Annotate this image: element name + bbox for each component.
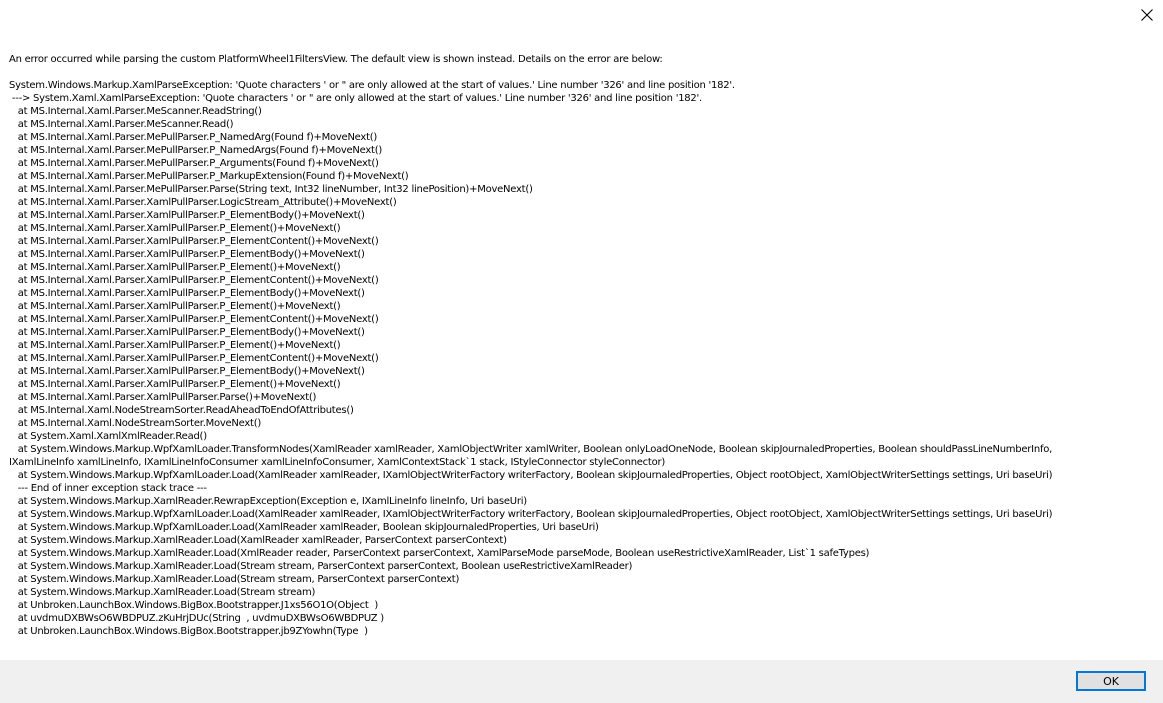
stack-trace-line: at MS.Internal.Xaml.Parser.MePullParser.P_NamedArgs(Found f)+MoveNext() xyxy=(9,145,382,156)
stack-trace-line: at MS.Internal.Xaml.Parser.XamlPullParser.P_Element()+MoveNext() xyxy=(9,223,341,234)
stack-trace-line: at System.Windows.Markup.WpfXamlLoader.Load(XamlReader xamlReader, Boolean skipJournaledProperties, Uri baseUri) xyxy=(9,522,599,533)
stack-trace-line: System.Windows.Markup.XamlParseException: 'Quote characters ' or " are only allowed at the start of values.' Line number '326' and line position '182'. xyxy=(9,80,735,91)
stack-trace-line: at System.Windows.Markup.XamlReader.Load(XmlReader reader, ParserContext parserContext, XamlParseMode parseMode, Boolean useRestrictiveXamlReader, List`1 safeTypes) xyxy=(9,548,870,559)
stack-trace-line: at Unbroken.LaunchBox.Windows.BigBox.Bootstrapper.J1xs56O1O(Object ) xyxy=(9,600,379,611)
stack-trace-line: at MS.Internal.Xaml.NodeStreamSorter.MoveNext() xyxy=(9,418,262,429)
stack-trace-line: at MS.Internal.Xaml.Parser.XamlPullParser.P_ElementBody()+MoveNext() xyxy=(9,288,365,299)
stack-trace-line: at MS.Internal.Xaml.Parser.XamlPullParser.P_Element()+MoveNext() xyxy=(9,340,341,351)
stack-trace-line: at MS.Internal.Xaml.Parser.MePullParser.P_NamedArg(Found f)+MoveNext() xyxy=(9,132,378,143)
stack-trace-line: at MS.Internal.Xaml.Parser.XamlPullParser.P_ElementBody()+MoveNext() xyxy=(9,249,365,260)
stack-trace xyxy=(9,79,1159,638)
stack-trace-line: at MS.Internal.Xaml.Parser.MeScanner.ReadString() xyxy=(9,106,262,117)
stack-trace-line: at System.Xaml.XamlXmlReader.Read() xyxy=(9,431,207,442)
stack-trace-line: at System.Windows.Markup.XamlReader.RewrapException(Exception e, IXamlLineInfo lineInfo, Uri baseUri) xyxy=(9,496,527,507)
stack-trace-line: at MS.Internal.Xaml.Parser.MePullParser.P_MarkupExtension(Found f)+MoveNext() xyxy=(9,171,409,182)
stack-trace-line: at MS.Internal.Xaml.Parser.XamlPullParser.P_ElementContent()+MoveNext() xyxy=(9,275,379,286)
stack-trace-line: IXamlLineInfo xamlLineInfo, IXamlLineInfoConsumer xamlLineInfoConsumer, XamlContextStack`1 stack, IStyleConnector styleConnector) xyxy=(9,457,665,468)
stack-trace-line: at System.Windows.Markup.WpfXamlLoader.TransformNodes(XamlReader xamlReader, XamlObjectWriter xamlWriter, Boolean onlyLoadOneNode, Boolean skipJournaledProperties, Boolean shouldPassLineNumberInfo, xyxy=(9,444,1053,455)
stack-trace-line: at System.Windows.Markup.XamlReader.Load(Stream stream, ParserContext parserContext, Boolean useRestrictiveXamlReader) xyxy=(9,561,633,572)
stack-trace-line: at MS.Internal.Xaml.Parser.XamlPullParser.P_ElementBody()+MoveNext() xyxy=(9,366,365,377)
stack-trace-line: at MS.Internal.Xaml.Parser.MePullParser.P_Arguments(Found f)+MoveNext() xyxy=(9,158,379,169)
stack-trace-line: at MS.Internal.Xaml.Parser.XamlPullParser.LogicStream_Attribute()+MoveNext() xyxy=(9,197,397,208)
error-intro-message: An error occurred while parsing the custom PlatformWheel1FiltersView. The default view is shown instead. Details on the error are below: xyxy=(9,54,663,65)
stack-trace-line: at MS.Internal.Xaml.Parser.XamlPullParser.P_Element()+MoveNext() xyxy=(9,379,341,390)
stack-trace-line: at System.Windows.Markup.XamlReader.Load(Stream stream, ParserContext parserContext) xyxy=(9,574,460,585)
stack-trace-line: at System.Windows.Markup.WpfXamlLoader.Load(XamlReader xamlReader, IXamlObjectWriterFactory writerFactory, Boolean skipJournaledProperties, Object rootObject, XamlObjectWriterSettings settings, Uri baseUri) xyxy=(9,509,1053,520)
stack-trace-line: at MS.Internal.Xaml.Parser.XamlPullParser.Parse()+MoveNext() xyxy=(9,392,317,403)
ok-button[interactable]: OK xyxy=(1076,671,1146,691)
stack-trace-line: at MS.Internal.Xaml.Parser.MePullParser.Parse(String text, Int32 lineNumber, Int32 linePosition)+MoveNext() xyxy=(9,184,533,195)
stack-trace-line: at System.Windows.Markup.XamlReader.Load(Stream stream) xyxy=(9,587,316,598)
stack-trace-line: at MS.Internal.Xaml.Parser.XamlPullParser.P_ElementBody()+MoveNext() xyxy=(9,327,365,338)
stack-trace-line: at MS.Internal.Xaml.Parser.XamlPullParser.P_Element()+MoveNext() xyxy=(9,262,341,273)
stack-trace-line: at MS.Internal.Xaml.Parser.XamlPullParser.P_ElementContent()+MoveNext() xyxy=(9,353,379,364)
stack-trace-line: --- End of inner exception stack trace --- xyxy=(9,483,207,494)
stack-trace-line: at MS.Internal.Xaml.Parser.XamlPullParser.P_ElementContent()+MoveNext() xyxy=(9,236,379,247)
stack-trace-line: at System.Windows.Markup.XamlReader.Load(XamlReader xamlReader, ParserContext parserContext) xyxy=(9,535,507,546)
stack-trace-line: at uvdmuDXBWsO6WBDPUZ.zKuHrjDUc(String , uvdmuDXBWsO6WBDPUZ ) xyxy=(9,613,384,624)
close-button[interactable] xyxy=(1132,1,1162,29)
dialog-footer xyxy=(0,660,1163,703)
stack-trace-line: ---> System.Xaml.XamlParseException: 'Quote characters ' or " are only allowed at the start of values.' Line number '326' and line position '182'. xyxy=(9,93,702,104)
error-content xyxy=(9,53,1159,638)
stack-trace-line: at MS.Internal.Xaml.NodeStreamSorter.ReadAheadToEndOfAttributes() xyxy=(9,405,354,416)
stack-trace-line: at MS.Internal.Xaml.Parser.XamlPullParser.P_ElementContent()+MoveNext() xyxy=(9,314,379,325)
stack-trace-line: at MS.Internal.Xaml.Parser.XamlPullParser.P_ElementBody()+MoveNext() xyxy=(9,210,365,221)
stack-trace-line: at MS.Internal.Xaml.Parser.XamlPullParser.P_Element()+MoveNext() xyxy=(9,301,341,312)
stack-trace-line: at MS.Internal.Xaml.Parser.MeScanner.Read() xyxy=(9,119,234,130)
stack-trace-line: at Unbroken.LaunchBox.Windows.BigBox.Bootstrapper.jb9ZYowhn(Type ) xyxy=(9,626,368,637)
stack-trace-line: at System.Windows.Markup.WpfXamlLoader.Load(XamlReader xamlReader, IXamlObjectWriterFactory writerFactory, Boolean skipJournaledProperties, Object rootObject, XamlObjectWriterSettings settings, Uri baseUri) xyxy=(9,470,1053,481)
close-icon xyxy=(1141,6,1153,25)
